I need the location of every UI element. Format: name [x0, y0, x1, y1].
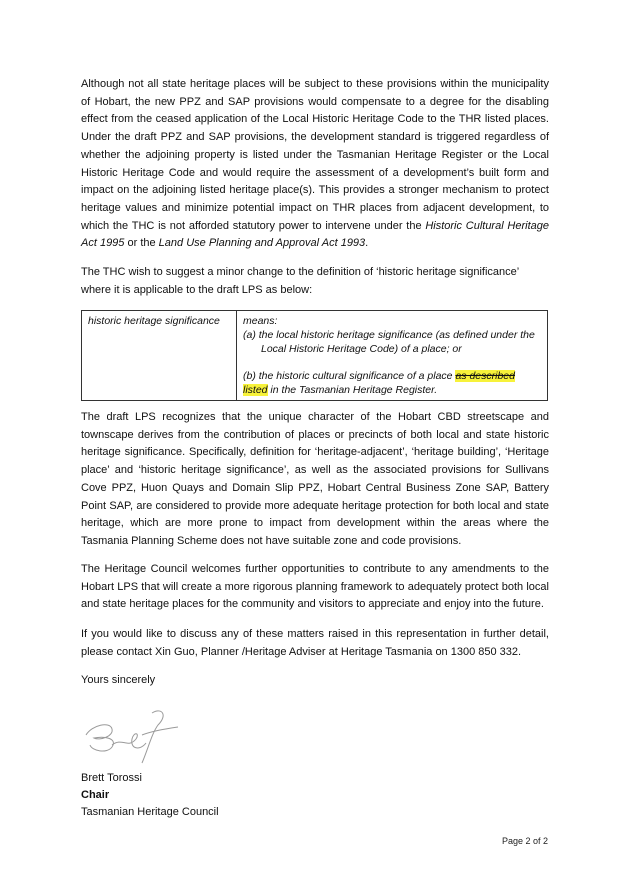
means-label: means:: [243, 315, 278, 327]
paragraph-text: or the: [124, 237, 159, 250]
signatory-name: Brett Torossi: [81, 772, 142, 784]
signature-icon: [82, 705, 182, 769]
clause-a: (a) the local historic heritage significance (as defined under the Local Historic Heritage Code) of a place; or: [243, 329, 535, 355]
definition-term: historic heritage significance: [82, 311, 237, 401]
paragraph-text: The Heritage Council welcomes further opportunities to contribute to any amendments to the Hobart LPS that will create a more rigorous planning framework to adequately protect both local and state heritage places for the community and visitors to appreciate and enjoy into the future.: [81, 563, 549, 611]
closing-text: Yours sincerely: [81, 674, 156, 686]
clause-b-text: in the Tasmanian Heritage Register.: [267, 384, 438, 396]
page-number: Page 2 of 2: [501, 836, 548, 846]
closing-salutation: [81, 672, 549, 690]
struck-text: as described: [455, 370, 515, 382]
paragraph-suggested-change: [81, 264, 549, 299]
paragraph-council-welcomes: [81, 561, 549, 614]
signatory-organisation: Tasmanian Heritage Council: [81, 806, 219, 818]
act-title: Land Use Planning and Approval Act 1993: [158, 237, 366, 250]
paragraph-lps-recognition: [81, 409, 549, 551]
clause-b: [243, 369, 541, 397]
signature-block: [81, 770, 219, 821]
paragraph-ppz-sap-provisions: [81, 76, 549, 253]
paragraph-text: If you would like to discuss any of these matters raised in this representation in further detail, please contact Xin Guo, Planner /Heritage Adviser at Heritage Tasmania on 1300 850 332.: [81, 628, 549, 658]
clause-b-text: (b) the historic cultural significance of a place: [243, 370, 456, 382]
paragraph-text: The THC wish to suggest a minor change to the definition of ‘historic heritage significance’ where it is applicable to the draft LPS as below:: [81, 266, 519, 296]
paragraph-text: Although not all state heritage places will be subject to these provisions within the municipality of Hobart, the new PPZ and SAP provisions would compensate to a degree for the disabling effect from the ceased application of the Local Historic Heritage Code to the THR listed places. Under the draft PPZ and SAP provisions, the development standard is triggered regardless of whether the adjoining property is listed under the Tasmanian Heritage Register or the Local Historic Heritage Code and would require the assessment of a development’s built form and impact on the adjoining listed heritage place(s). This provides a stronger mechanism to protect heritage values and minimize potential impact on THR places from adjacent development, to which the THC is not afforded statutory power to intervene under the: [81, 78, 549, 232]
paragraph-contact: [81, 626, 549, 661]
definition-table: [81, 310, 548, 401]
signatory-title: Chair: [81, 789, 110, 801]
act-title: Historic Cultural Heritage Act 1995: [81, 219, 549, 250]
paragraph-text: The draft LPS recognizes that the unique character of the Hobart CBD streetscape and townscape derives from the contribution of places or precincts of both local and state historic heritage significance. Specifically, definition for ‘heritage-adjacent’, ‘heritage building’, ‘Heritage place’ and ‘historic heritage significance’, as well as the associated provisions for Sullivans Cove PPZ, Huon Quays and Domain Slip PPZ, Hobart Central Business Zone SAP, Battery Point SAP, are considered to provide more adequate heritage protection for both local and state heritage, which are more prone to impact from development within the areas where the Tasmania Planning Scheme does not have suitable zone and code provisions.: [81, 411, 549, 547]
table-row: [82, 311, 548, 401]
paragraph-text: .: [365, 237, 369, 250]
inserted-text: listed: [243, 384, 268, 396]
definition-meaning: [237, 311, 548, 401]
